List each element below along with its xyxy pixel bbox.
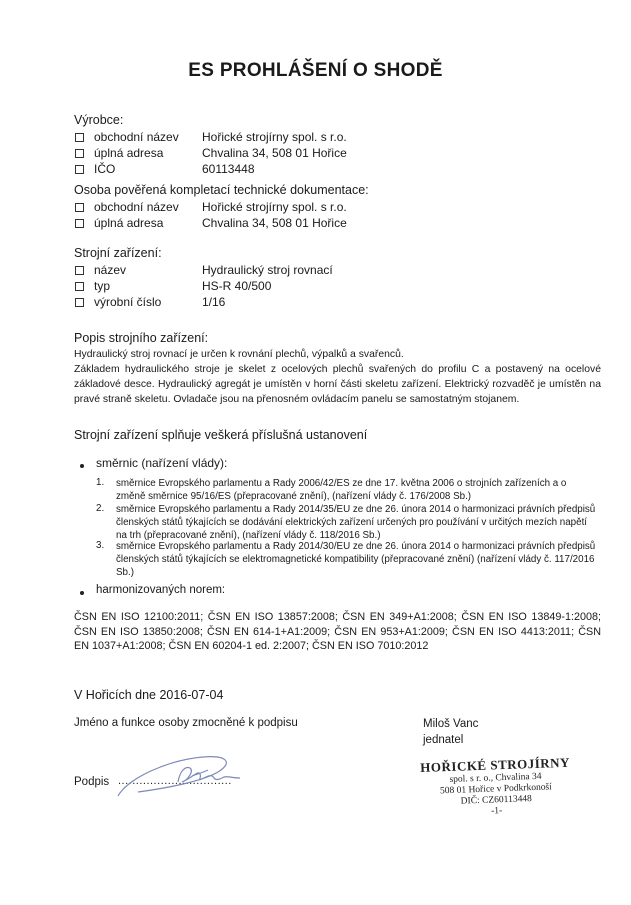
field-label: úplná adresa — [94, 216, 164, 230]
signatory-label: Jméno a funkce osoby zmocněné k podpisu — [74, 717, 298, 729]
item-number: 3. — [96, 540, 105, 551]
item-number: 1. — [96, 477, 105, 488]
field-label: typ — [94, 279, 111, 293]
item-text: směrnice Evropského parlamentu a Rady 2014/30/EU ze dne 26. února 2014 o harmonizaci právních předpisů členských států týkajících se elektromagnetické kompatibility (přepracované znění) (nařízení vlády č. 117/2016 Sb.) — [116, 541, 596, 578]
machine-heading: Strojní zařízení: — [74, 246, 162, 260]
directives-heading: směrnic (nařízení vlády): — [96, 456, 228, 470]
checkbox-bullet-icon — [75, 298, 84, 307]
place-date: V Hořicích dne 2016-07-04 — [74, 688, 224, 702]
company-stamp — [420, 755, 572, 820]
documentation-heading: Osoba pověřená kompletací technické dokumentace: — [74, 183, 369, 197]
document-title: ES PROHLÁŠENÍ O SHODĚ — [188, 60, 443, 81]
field-label: výrobní číslo — [94, 295, 162, 309]
stamp-line: DIČ: CZ60113448 — [460, 794, 533, 807]
signatory-name: Miloš Vanc — [423, 718, 479, 730]
field-value: Hořické strojírny spol. s r.o. — [202, 130, 347, 144]
item-text: směrnice Evropského parlamentu a Rady 2014/35/EU ze dne 26. února 2014 o harmonizaci právních předpisů členských států týkajících se dodávání elektrických zařízení určených pro používání v určitých mezích napětí na trh (přepracované znění), (nařízení vlády č. 118/2016 Sb.) — [116, 504, 596, 541]
stamp-line: -1- — [490, 806, 503, 817]
checkbox-bullet-icon — [75, 165, 84, 174]
description-heading: Popis strojního zařízení: — [74, 331, 209, 345]
norms-text: ČSN EN ISO 12100:2011; ČSN EN ISO 13857:2008; ČSN EN 349+A1:2008; ČSN EN ISO 13849-1:2008; ČSN EN ISO 13850:2008; ČSN EN 614-1+A1:2009; ČSN EN 953+A1:2009; ČSN EN ISO 4413:2011; ČSN EN 1037+A1:2008; ČSN EN 60204-1 ed. 2:2007; ČSN EN ISO 7010:2012 — [74, 611, 601, 652]
field-value: HS-R 40/500 — [202, 279, 272, 293]
field-label: název — [94, 263, 127, 277]
compliance-heading: Strojní zařízení splňuje veškerá příslušná ustanovení — [74, 428, 368, 442]
signature-image — [108, 748, 258, 808]
stamp-line: spol. s r. o., Chvalina 34 — [449, 771, 542, 785]
description-line: Hydraulický stroj rovnací je určen k rovnání plechů, výpalků a svařenců. — [74, 349, 404, 360]
signature-dots: ................................ — [118, 775, 232, 787]
field-label: obchodní název — [94, 130, 179, 144]
bullet-icon — [80, 464, 84, 468]
checkbox-bullet-icon — [75, 149, 84, 158]
item-number: 2. — [96, 503, 105, 514]
field-value: 60113448 — [202, 162, 255, 176]
stamp-title: HOŘICKÉ STROJÍRNY — [420, 754, 571, 775]
manufacturer-heading: Výrobce: — [74, 113, 124, 127]
field-value: Hořické strojírny spol. s r.o. — [202, 200, 347, 214]
checkbox-bullet-icon — [75, 266, 84, 275]
stamp-line: 508 01 Hořice v Podkrkonoší — [439, 782, 553, 797]
signatory-role: jednatel — [423, 734, 464, 746]
bullet-icon — [80, 591, 84, 595]
field-label: IČO — [94, 162, 116, 176]
checkbox-bullet-icon — [75, 282, 84, 291]
item-text: směrnice Evropského parlamentu a Rady 2006/42/ES ze dne 17. května 2006 o strojních zařízeních a o změně směrnice 95/16/ES (přepracované znění), (nařízení vlády č. 176/2008 Sb.) — [116, 478, 567, 502]
field-value: Chvalina 34, 508 01 Hořice — [202, 216, 347, 230]
field-value: Hydraulický stroj rovnací — [202, 263, 333, 277]
field-label: úplná adresa — [94, 146, 164, 160]
checkbox-bullet-icon — [75, 203, 84, 212]
field-value: Chvalina 34, 508 01 Hořice — [202, 146, 347, 160]
signature-label: Podpis — [74, 776, 110, 788]
field-value: 1/16 — [202, 295, 226, 309]
checkbox-bullet-icon — [75, 133, 84, 142]
description-text: Základem hydraulického stroje je skelet z ocelových plechů svařených do profilu C a postavený na ocelové základové desce. Hydraulický agregát je umístěn v horní části skeletu zařízení. Elektrický rozvaděč je umístěn na pravé straně skeletu. Ovladače jsou na přenosném ovládacím panelu se samostatným stojanem. — [74, 364, 601, 405]
checkbox-bullet-icon — [75, 219, 84, 228]
field-label: obchodní název — [94, 200, 179, 214]
norms-heading: harmonizovaných norem: — [96, 584, 226, 596]
